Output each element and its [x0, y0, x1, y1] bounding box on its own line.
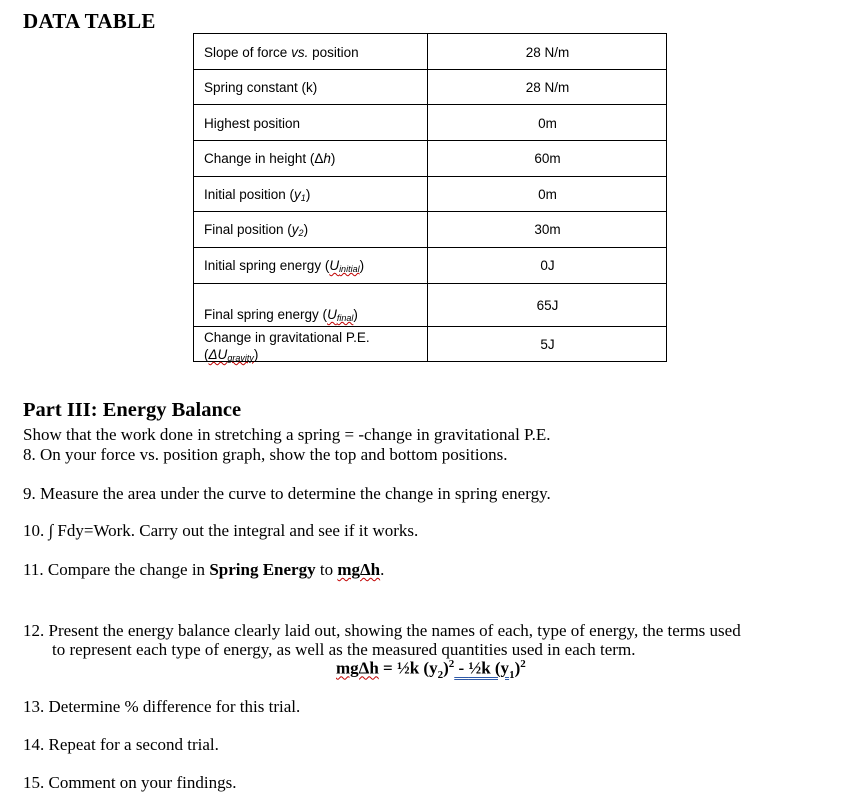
list-item: 10. ∫ Fdy=Work. Carry out the integral and see if it works.	[23, 521, 419, 540]
table-row-value: 28 N/m	[525, 45, 570, 60]
row-divider	[194, 326, 666, 327]
section-intro: Show that the work done in stretching a spring = -change in gravitational P.E.	[23, 425, 551, 444]
row-divider	[194, 69, 666, 70]
table-row-label: Initial spring energy $(U_{initial})$	[204, 258, 365, 274]
table-row-label: Change in gravitational P.E. $(\Delta U_{gravity})$	[204, 330, 370, 363]
list-item: 13. Determine % difference for this trial.	[23, 697, 301, 716]
list-item: 15. Comment on your findings.	[23, 773, 237, 792]
row-divider	[194, 140, 666, 141]
section-heading: Part III: Energy Balance	[23, 399, 242, 421]
list-item-continuation: to represent each type of energy, as well as the measured quantities used in each term.	[52, 640, 636, 659]
table-row-value: 60m	[534, 151, 561, 166]
table-row-label: Highest position	[204, 116, 301, 131]
energy-balance-formula: mgΔh = ½k $(y_2)^2$ - ½k $(y_1)^2$	[336, 658, 526, 682]
table-row-value: 28 N/m	[525, 80, 570, 95]
table-row-label: Slope of force vs. position	[204, 45, 359, 60]
table-row-label: Spring constant (k)	[204, 80, 318, 95]
list-item: 11. Compare the change in Spring Energy to mgΔh.	[23, 560, 385, 579]
row-divider	[194, 283, 666, 284]
list-item: 12. Present the energy balance clearly laid out, showing the names of each, type of energy, the terms used	[23, 621, 741, 640]
table-row-value: 0J	[540, 258, 555, 273]
table-row-value: 5J	[540, 337, 555, 352]
table-row-value: 30m	[534, 222, 561, 237]
list-item: 14. Repeat for a second trial.	[23, 735, 219, 754]
table-row-label: Initial position $(y_1)$	[204, 187, 311, 203]
table-row-label: Change in height (Δh)	[204, 151, 336, 166]
row-divider	[194, 176, 666, 177]
page-title: DATA TABLE	[23, 9, 156, 33]
row-divider	[194, 104, 666, 105]
list-item: 8. On your force vs. position graph, show the top and bottom positions.	[23, 445, 508, 464]
data-table	[193, 33, 667, 362]
list-item: 9. Measure the area under the curve to determine the change in spring energy.	[23, 484, 551, 503]
table-row-label: Final spring energy $(U_{final})$	[204, 307, 358, 323]
table-row-value: 0m	[538, 116, 557, 131]
table-row-value: 0m	[538, 187, 557, 202]
table-row-label: Final position $(y_2)$	[204, 222, 309, 238]
row-divider	[194, 247, 666, 248]
row-divider	[194, 211, 666, 212]
table-row-value: 65J	[536, 298, 559, 313]
